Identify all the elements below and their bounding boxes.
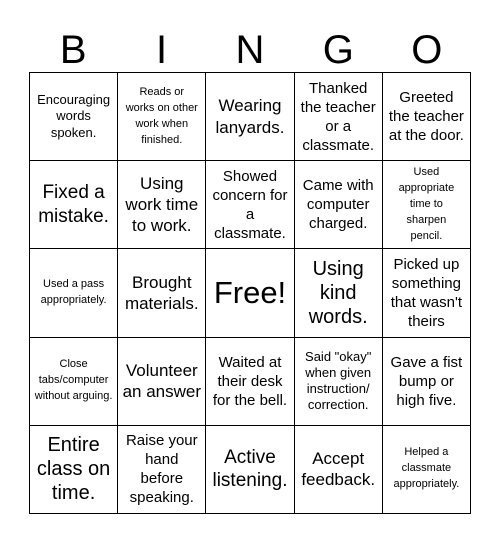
cell-text: Accept feedback. [301, 448, 376, 490]
cell-text: Encouraging words spoken. [37, 92, 111, 140]
bingo-board [29, 72, 471, 514]
header-letter-n: N [235, 28, 265, 72]
cell-text: Active listening. [212, 446, 288, 492]
bingo-cell-r2-c2[interactable] [118, 161, 206, 249]
cell-text: Came with computer charged. [302, 177, 374, 233]
bingo-cell-r2-c3[interactable] [206, 161, 294, 249]
cell-text: Fixed a mistake. [38, 182, 109, 227]
bingo-header [29, 28, 471, 72]
cell-text: Greeted the teacher at the door. [388, 89, 464, 145]
header-letter-b: B [59, 28, 87, 72]
bingo-cell-r1-c4[interactable] [295, 73, 383, 161]
cell-text: Helped a classmate appropriately. [393, 446, 460, 491]
bingo-cell-r1-c2[interactable] [118, 73, 206, 161]
bingo-cell-r4-c3[interactable] [206, 338, 294, 426]
header-letter-i: I [156, 28, 168, 72]
header-letter-g: G [322, 28, 354, 72]
bingo-cell-r1-c3[interactable] [206, 73, 294, 161]
cell-text: Showed concern for a classmate. [212, 167, 288, 242]
bingo-cell-r5-c1[interactable] [30, 426, 118, 514]
bingo-cell-r5-c3[interactable] [206, 426, 294, 514]
bingo-cell-r2-c4[interactable] [295, 161, 383, 249]
cell-text: Volunteer an answer [122, 360, 201, 402]
cell-text: Entire class on time. [36, 434, 111, 505]
cell-text: Waited at their desk for the bell. [212, 353, 288, 409]
cell-text: Reads or works on other work when finished. [125, 85, 198, 146]
bingo-cell-r5-c2[interactable] [118, 426, 206, 514]
free-space-label: Free! [213, 274, 287, 310]
cell-text: Raise your hand before speaking. [125, 432, 198, 507]
bingo-cell-r3-c4[interactable] [295, 249, 383, 337]
cell-text: Thanked the teacher or a classmate. [300, 79, 376, 154]
cell-text: Close tabs/computer without arguing. [34, 358, 113, 403]
bingo-cell-r4-c1[interactable] [30, 338, 118, 426]
cell-text: Used a pass appropriately. [40, 278, 107, 306]
free-space[interactable] [206, 249, 294, 337]
bingo-cell-r3-c2[interactable] [118, 249, 206, 337]
bingo-cell-r4-c4[interactable] [295, 338, 383, 426]
cell-text: Using work time to work. [125, 173, 199, 236]
bingo-cell-r3-c5[interactable] [383, 249, 471, 337]
bingo-cell-r1-c1[interactable] [30, 73, 118, 161]
header-letter-o: O [411, 28, 443, 72]
bingo-cell-r4-c5[interactable] [383, 338, 471, 426]
bingo-cell-r4-c2[interactable] [118, 338, 206, 426]
cell-text: Wearing lanyards. [215, 96, 285, 137]
bingo-cell-r5-c5[interactable] [383, 426, 471, 514]
bingo-cell-r5-c4[interactable] [295, 426, 383, 514]
bingo-cell-r2-c1[interactable] [30, 161, 118, 249]
cell-text: Said "okay" when given instruction/ correction. [305, 348, 372, 413]
bingo-cell-r3-c1[interactable] [30, 249, 118, 337]
cell-text: Brought materials. [124, 272, 199, 313]
bingo-cell-r1-c5[interactable] [383, 73, 471, 161]
cell-text: Used appropriate time to sharpen pencil. [398, 165, 455, 242]
cell-text: Picked up something that wasn't theirs [390, 255, 463, 331]
cell-text: Using kind words. [308, 257, 368, 328]
cell-text: Gave a fist bump or high five. [390, 353, 463, 409]
bingo-cell-r2-c5[interactable] [383, 161, 471, 249]
